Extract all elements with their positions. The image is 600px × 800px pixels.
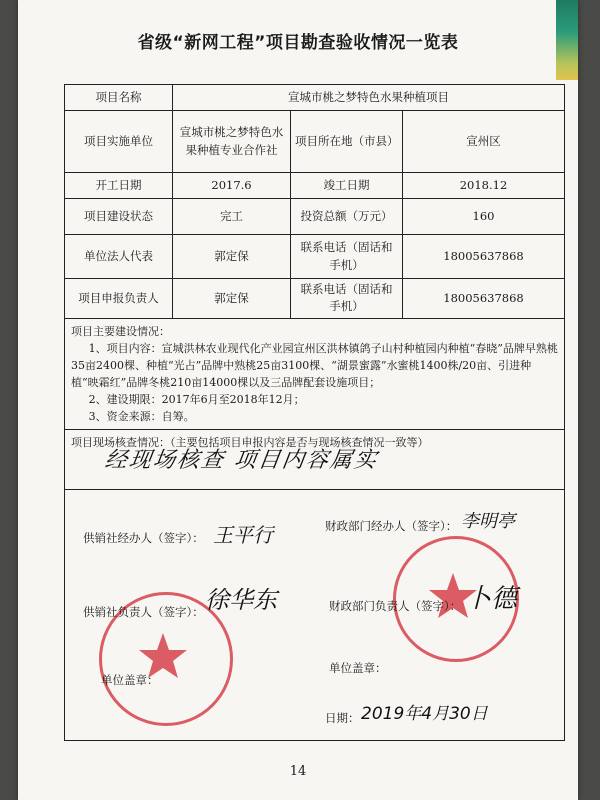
- finance-head-signature: 卜德: [465, 583, 518, 614]
- row-status: [65, 199, 565, 235]
- handwritten-inspection-note: 经现场核查 项目内容属实: [103, 447, 380, 473]
- impl-unit-label: 项目实施单位: [65, 111, 173, 173]
- invest-value: 160: [403, 199, 565, 235]
- construction-line-2: 2、建设期限：2017年6月至2018年12月；: [88, 392, 305, 406]
- document-title: 省级“新网工程”项目勘查验收情况一览表: [137, 33, 459, 53]
- coop-head-signature: 徐华东: [205, 585, 277, 614]
- row-impl-unit: [65, 111, 565, 173]
- legal-rep-label: 单位法人代表: [65, 235, 173, 279]
- coop-handler-signature: 王平行: [213, 522, 273, 547]
- date-value: 2019年4月30日: [361, 703, 488, 724]
- inspection-cell: [65, 429, 565, 489]
- applicant-label: 项目申报负责人: [65, 279, 173, 319]
- project-name-label: 项目名称: [65, 85, 173, 111]
- coop-handler-label: 供销社经办人（签字）：: [83, 530, 204, 545]
- date-label: 日期：: [325, 710, 360, 725]
- project-name-value: 宣城市桃之梦特色水果种植项目: [173, 85, 565, 111]
- phone2-label: 联系电话（固话和手机）: [291, 279, 403, 319]
- background-edge: [556, 0, 578, 80]
- finance-handler-label: 财政部门经办人（签字）：: [325, 518, 458, 533]
- page-number: 14: [289, 764, 307, 779]
- phone1-value: 18005637868: [403, 235, 565, 279]
- location-label: 项目所在地（市县）: [291, 111, 403, 173]
- phone1-label: 联系电话（固话和手机）: [291, 235, 403, 279]
- construction-line-3: 3、资金来源：自筹。: [88, 409, 195, 423]
- legal-rep-value: 郭定保: [173, 235, 291, 279]
- row-dates: [65, 173, 565, 199]
- finance-seal-label: 单位盖章：: [329, 660, 387, 675]
- construction-content-cell: [65, 318, 565, 429]
- signatures-cell: [65, 489, 565, 740]
- construction-line-1: 1、项目内容：宣城洪林农业现代化产业园宣州区洪林镇鸽子山村种植园内种植“春晓”品牌早熟桃35亩2400棵、种植“光占”品牌中熟桃25亩3100棵、“湖景蜜露”水蜜桃1400株/20亩、引进种植“映霜红”品牌冬桃210亩14000棵以及三品牌配套设施项目；: [71, 341, 558, 389]
- finish-date-value: 2018.12: [403, 173, 565, 199]
- construction-heading: 项目主要建设情况：: [71, 324, 170, 338]
- acceptance-form-table: [64, 84, 565, 741]
- finance-handler-signature: 李明亭: [461, 510, 515, 532]
- finance-head-label: 财政部门负责人（签字）：: [329, 598, 462, 613]
- coop-head-label: 供销社负责人（签字）：: [83, 604, 204, 619]
- row-applicant: [65, 279, 565, 319]
- applicant-value: 郭定保: [173, 279, 291, 319]
- impl-unit-value: 宣城市桃之梦特色水果种植专业合作社: [173, 111, 291, 173]
- row-legal-rep: [65, 235, 565, 279]
- phone2-value: 18005637868: [403, 279, 565, 319]
- start-date-value: 2017.6: [173, 173, 291, 199]
- finish-date-label: 竣工日期: [291, 173, 403, 199]
- start-date-label: 开工日期: [65, 173, 173, 199]
- invest-label: 投资总额（万元）: [291, 199, 403, 235]
- status-label: 项目建设状态: [65, 199, 173, 235]
- row-signatures: [65, 489, 565, 740]
- row-project-name: [65, 85, 565, 111]
- status-value: 完工: [173, 199, 291, 235]
- inspection-heading: 项目现场核查情况：（主要包括项目申报内容是否与现场核查情况一致等）: [71, 435, 429, 449]
- location-value: 宣州区: [403, 111, 565, 173]
- document-page: [18, 0, 578, 800]
- row-inspection: [65, 429, 565, 489]
- row-construction-content: [65, 318, 565, 429]
- coop-seal-label: 单位盖章：: [101, 672, 159, 687]
